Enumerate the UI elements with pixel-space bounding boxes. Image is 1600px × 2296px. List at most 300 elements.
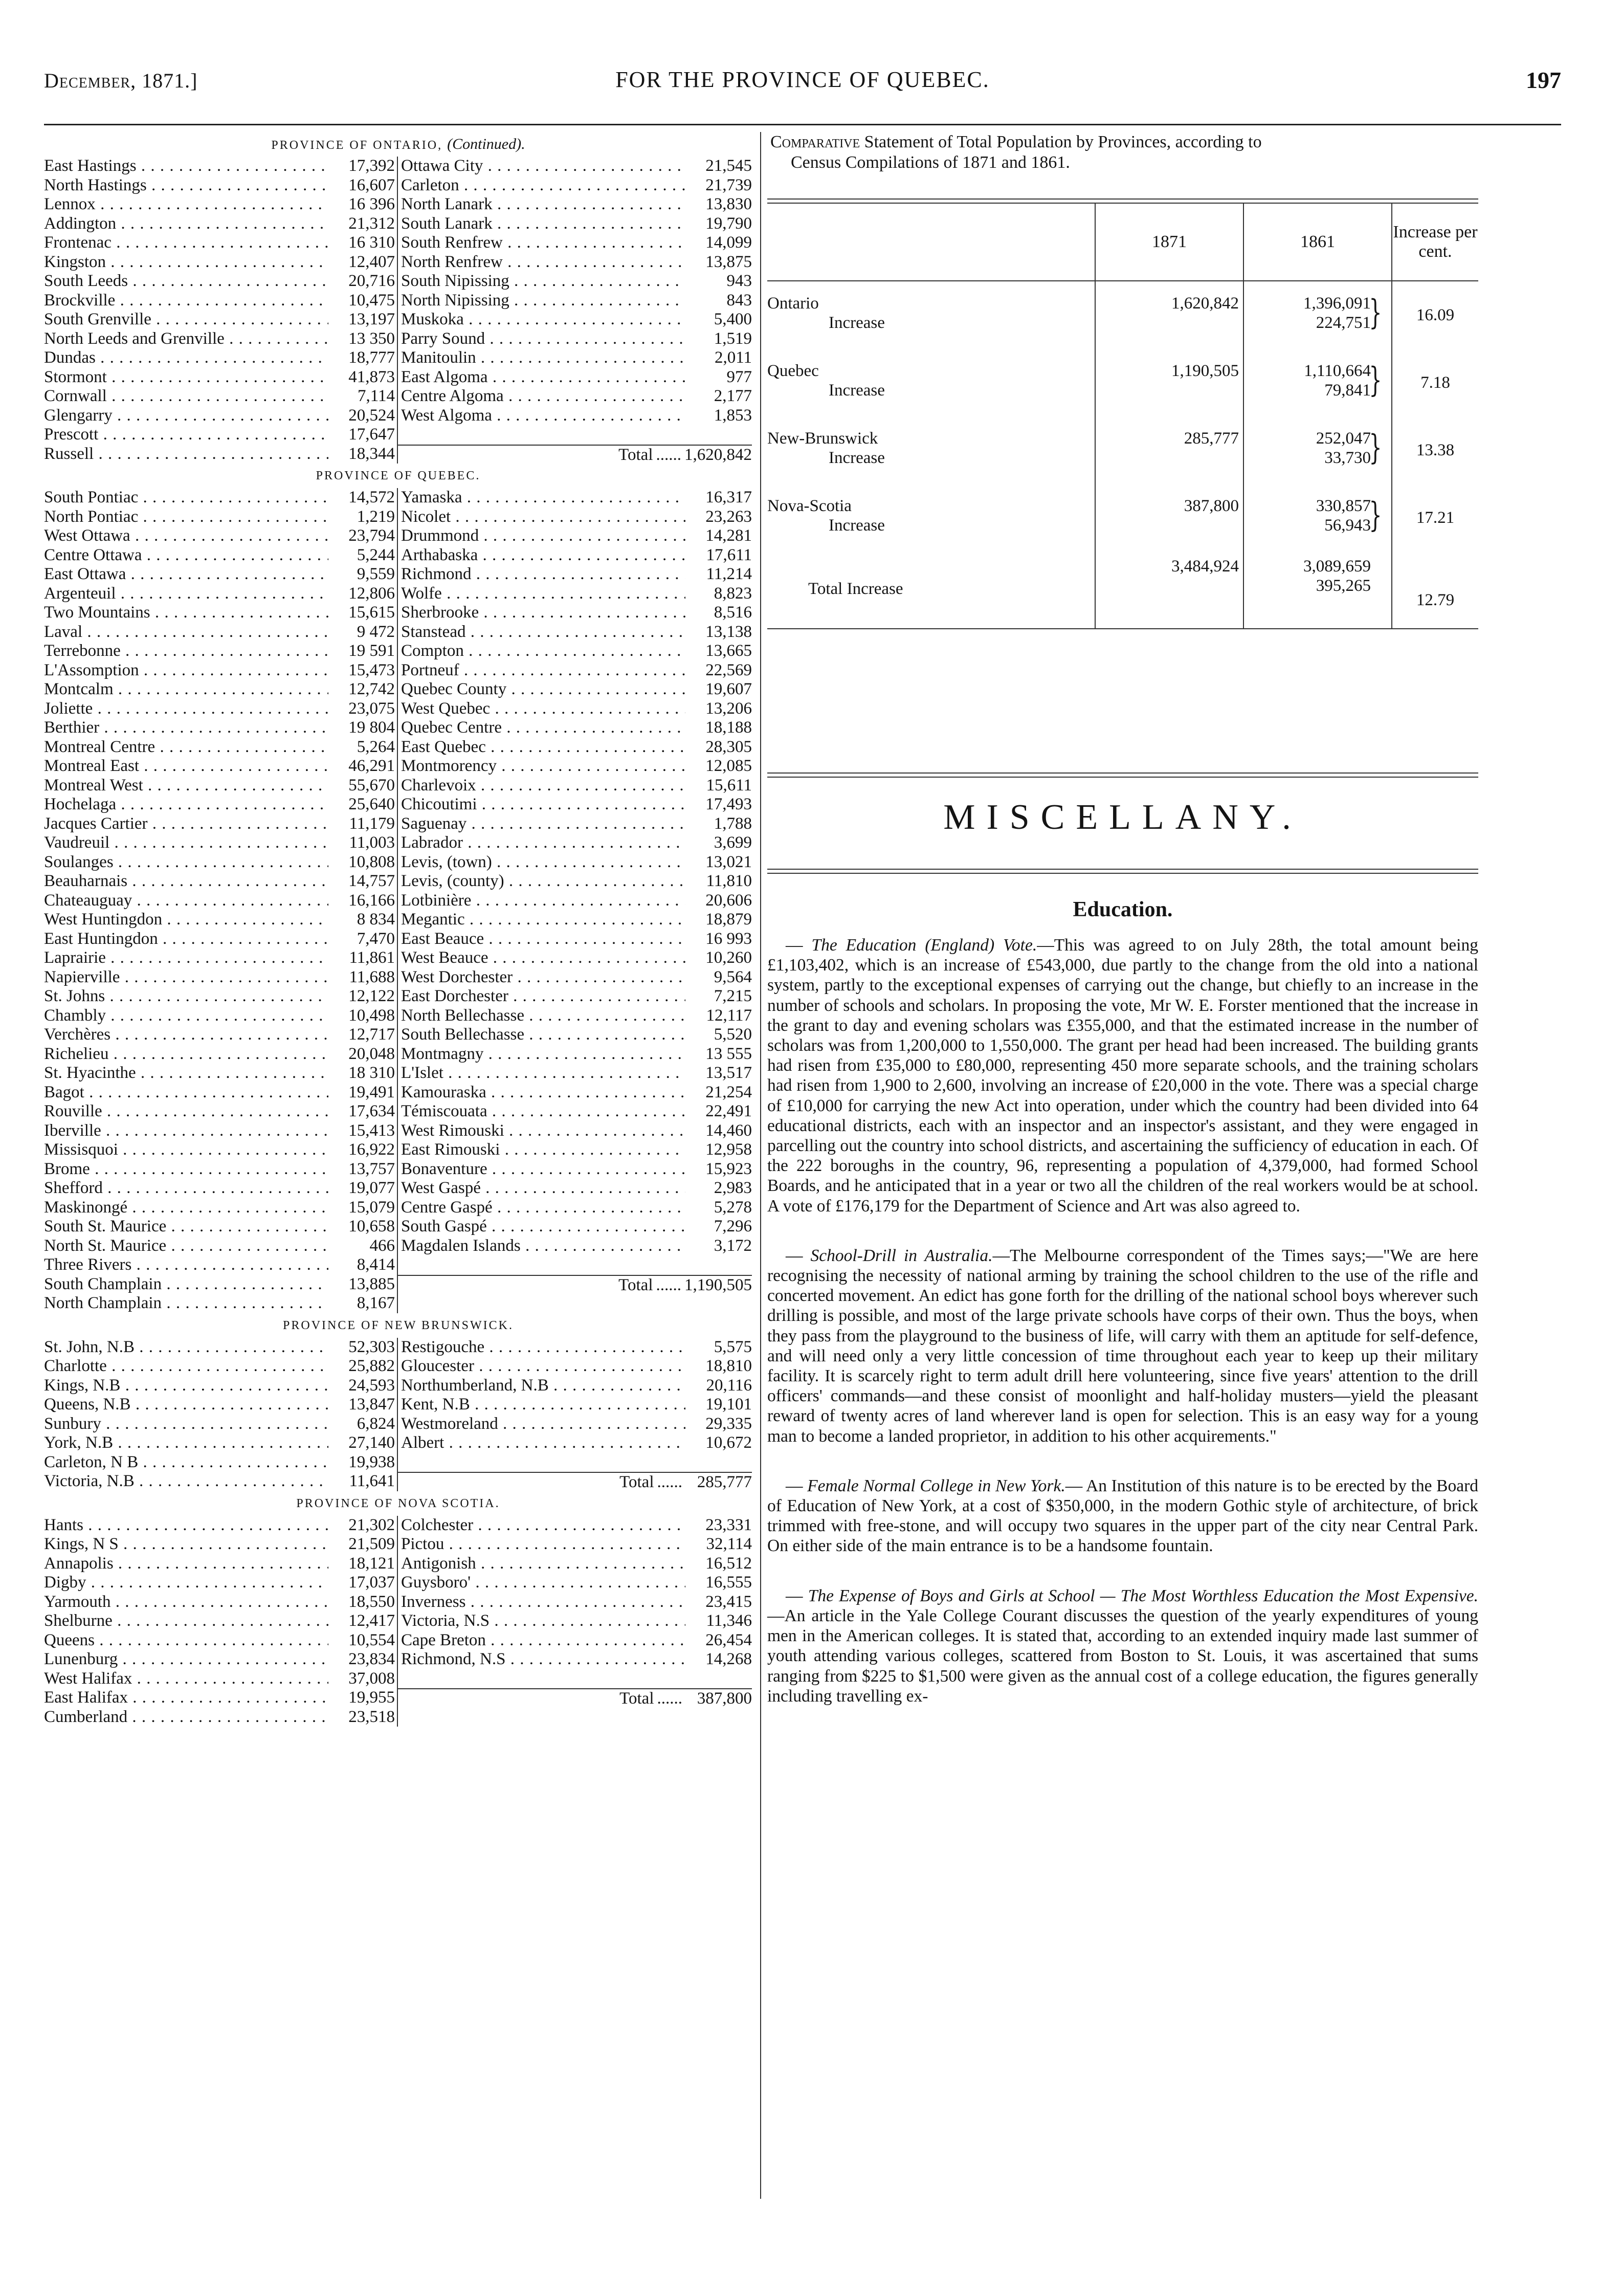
district-population: 16 310 — [348, 233, 395, 252]
district-population: 21,302 — [348, 1515, 395, 1534]
right-cell — [398, 1045, 752, 1064]
district-population: 13 350 — [348, 329, 395, 348]
table-row-total — [44, 1275, 752, 1294]
district-name: South Nipissing . . . — [401, 272, 685, 291]
left-cell — [44, 214, 398, 234]
table-row — [44, 795, 752, 814]
district-name: Addington . . . — [44, 214, 328, 234]
brace-icon: } — [1369, 428, 1382, 467]
increase-percent: 16.09 — [1391, 281, 1478, 349]
right-cell — [398, 176, 752, 195]
right-cell — [398, 1102, 752, 1121]
district-population: 5,400 — [714, 310, 752, 328]
left-cell — [44, 233, 398, 253]
district-name: St. Johns . . . — [44, 987, 328, 1006]
district-population: 21,509 — [348, 1535, 395, 1553]
table-row — [44, 1357, 752, 1376]
district-name: West Quebec . . . — [401, 699, 685, 719]
left-cell — [44, 1140, 398, 1160]
total-value: 1,620,842 — [684, 445, 752, 464]
population-1871: 1,620,842 — [1171, 294, 1239, 313]
district-population: 19 804 — [348, 718, 395, 737]
province-rows — [44, 157, 752, 463]
district-name: Gloucester . . . — [401, 1357, 685, 1376]
miscellany-title: MISCELLANY. — [943, 798, 1302, 837]
district-population: 5,264 — [357, 737, 395, 756]
district-name: Richmond, N.S . . . — [401, 1650, 685, 1669]
district-name: North Lanark . . . — [401, 195, 685, 214]
district-population: 18,550 — [348, 1592, 395, 1611]
right-cell — [398, 1121, 752, 1141]
left-cell — [44, 1631, 398, 1650]
district-population: 5,575 — [714, 1337, 752, 1356]
district-name: North Leeds and Grenville . . . — [44, 329, 328, 349]
total-1861: 3,089,659 — [1303, 557, 1371, 576]
district-population: 41,873 — [348, 367, 395, 386]
left-cell — [44, 1573, 398, 1593]
left-cell — [44, 1102, 398, 1121]
district-population: 7,114 — [357, 387, 395, 405]
district-name: Drummond . . . — [401, 526, 685, 546]
district-population: 8,516 — [714, 603, 752, 622]
table-row — [44, 1376, 752, 1396]
district-population: 3,172 — [714, 1236, 752, 1255]
articles — [767, 935, 1478, 1736]
district-population: 13,206 — [705, 699, 752, 718]
population-1871: 1,190,505 — [1171, 362, 1239, 380]
right-cell — [398, 329, 752, 349]
comparative-row — [767, 484, 1478, 551]
district-name: Missisquoi . . . — [44, 1140, 328, 1160]
left-cell — [44, 1415, 398, 1434]
left-cell — [44, 253, 398, 272]
right-cell — [398, 1631, 752, 1650]
district-population: 6,824 — [357, 1414, 395, 1433]
col-1871: 1871 — [1095, 204, 1243, 280]
right-cell — [398, 814, 752, 834]
header-rule — [44, 124, 1561, 125]
district-name: Maskinongé . . . — [44, 1198, 328, 1218]
district-name: Queens . . . — [44, 1631, 328, 1650]
left-cell — [44, 814, 398, 834]
left-cell — [44, 488, 398, 507]
district-population: 15,615 — [348, 603, 395, 622]
district-population: 52,303 — [348, 1337, 395, 1356]
district-name: South Pontiac . . . — [44, 488, 328, 507]
table-row — [44, 329, 752, 349]
left-cell — [44, 387, 398, 406]
table-row — [44, 1433, 752, 1453]
district-name: Centre Gaspé . . . — [401, 1198, 685, 1218]
district-name: Levis, (county) . . . — [401, 872, 685, 891]
district-population: 29,335 — [705, 1414, 752, 1433]
article-body: —The Melbourne correspondent of the Times says;—"We are here recognising the necessity of national arming by training the school children to the use of the rifle and concerted movement. An edict has gone forth for the drilling of the national school boys wherever such drilling is possible, and most of the large private schools have corps of their own. Thus the boys, when they pass from the playground to the business of life, will carry with them an aptitude for self-defence, and will need only a very little concession of time throughout each year to keep up their military facility. It is scarcely right to term adult drill here volunteering, since five years' attention to the drill officers' commands—and these consist of moonlight and half-holiday musters—yield the pleasant reward of twenty acres of land wherever land is open for selection. This is an easy way for a young man to become a landed proprietor, in addition to his other acquirements." — [767, 1246, 1478, 1446]
left-cell — [44, 329, 398, 349]
population-1861: 252,047 — [1316, 429, 1371, 448]
table-row — [44, 642, 752, 661]
district-name: Parry Sound . . . — [401, 329, 685, 349]
right-cell — [398, 853, 752, 872]
district-name: Laval . . . — [44, 623, 328, 642]
district-name: Shelburne . . . — [44, 1611, 328, 1631]
district-name: Saguenay . . . — [401, 814, 685, 834]
district-population: 11,214 — [706, 565, 752, 583]
district-name: Centre Ottawa . . . — [44, 546, 328, 565]
increase-percent: 13.38 — [1391, 416, 1478, 484]
district-name: Frontenac . . . — [44, 233, 328, 253]
district-population: 19,955 — [348, 1688, 395, 1707]
right-cell — [398, 757, 752, 776]
district-name: West Huntingdon . . . — [44, 910, 328, 930]
district-population: 16,317 — [705, 488, 752, 506]
right-cell — [398, 406, 752, 426]
district-population: 22,491 — [705, 1102, 752, 1120]
district-name: Chicoutimi . . . — [401, 795, 685, 814]
article-lead: The Expense of Boys and Girls at School — The Most Worthless Education the Most Expensive. — [808, 1586, 1479, 1605]
comparative-rows — [767, 281, 1478, 551]
left-cell — [44, 1554, 398, 1574]
province-title: PROVINCE OF QUEBEC. — [316, 469, 481, 482]
left-cell — [44, 891, 398, 911]
district-name: Levis, (town) . . . — [401, 853, 685, 872]
district-name: Cape Breton . . . — [401, 1631, 685, 1650]
district-population: 16,922 — [348, 1140, 395, 1159]
district-name: Prescott . . . — [44, 425, 328, 445]
district-population: 55,670 — [348, 776, 395, 794]
district-name: Joliette . . . — [44, 699, 328, 719]
district-population: 17,647 — [348, 425, 395, 444]
right-cell — [398, 1669, 752, 1689]
left-cell — [44, 291, 398, 311]
left-cell — [44, 195, 398, 214]
district-name: Shefford . . . — [44, 1179, 328, 1198]
left-cell — [44, 1650, 398, 1669]
district-name: Chambly . . . — [44, 1006, 328, 1026]
district-population: 21,739 — [705, 175, 752, 194]
left-cell — [44, 948, 398, 968]
district-name: Beauharnais . . . — [44, 872, 328, 891]
district-name: York, N.B . . . — [44, 1433, 328, 1453]
comparative-table — [767, 198, 1478, 629]
district-name: East Beauce . . . — [401, 930, 685, 949]
district-name: Montcalm . . . — [44, 680, 328, 699]
district-population: 12,742 — [348, 680, 395, 698]
district-population: 7,296 — [714, 1217, 752, 1235]
district-population: 19,790 — [705, 214, 752, 233]
district-population: 13,757 — [348, 1159, 395, 1178]
misc-rule-bottom-2 — [767, 873, 1478, 874]
right-cell — [398, 272, 752, 291]
table-row — [44, 1395, 752, 1415]
district-population: 11,688 — [349, 967, 395, 986]
left-cell — [44, 1376, 398, 1396]
district-name: East Ottawa . . . — [44, 565, 328, 584]
left-cell — [44, 623, 398, 642]
district-population: 10,475 — [348, 291, 395, 310]
district-population: 21,545 — [705, 157, 752, 175]
district-name: South Bellechasse . . . — [401, 1025, 685, 1045]
province-title: PROVINCE OF NOVA SCOTIA. — [296, 1496, 500, 1510]
left-cell — [44, 526, 398, 546]
district-population: 19,101 — [705, 1395, 752, 1414]
district-name: Muskoka . . . — [401, 310, 685, 329]
district-name: Dundas . . . — [44, 348, 328, 368]
left-cell — [44, 872, 398, 891]
left-cell — [44, 1688, 398, 1708]
right-cell — [398, 1376, 752, 1396]
right-cell — [398, 368, 752, 387]
table-row — [44, 661, 752, 680]
district-name: South Champlain . . . — [44, 1275, 328, 1294]
table-row — [44, 603, 752, 623]
right-cell — [398, 507, 752, 527]
table-row — [44, 157, 752, 176]
table-row — [44, 814, 752, 834]
page-header — [44, 59, 1561, 105]
district-name: Stanstead . . . — [401, 623, 685, 642]
district-name: East Algoma . . . — [401, 368, 685, 387]
district-name: Chateauguay . . . — [44, 891, 328, 911]
right-cell — [398, 1535, 752, 1554]
district-population: 9,564 — [714, 967, 752, 986]
table-row — [44, 584, 752, 604]
district-name: North Champlain . . . — [44, 1294, 328, 1313]
total-cell — [398, 1688, 752, 1708]
district-name: Richmond . . . — [401, 565, 685, 584]
left-cell — [44, 968, 398, 987]
district-population: 18,777 — [348, 348, 395, 367]
district-name: Carleton . . . — [401, 176, 685, 195]
district-population: 21,312 — [348, 214, 395, 233]
right-column — [767, 132, 1561, 1706]
left-cell — [44, 1045, 398, 1064]
district-name: East Quebec . . . — [401, 738, 685, 757]
left-cell — [44, 699, 398, 719]
article-paragraph: — School-Drill in Australia.—The Melbourne correspondent of the Times says;—"We are here recognising the necessity of national arming by training the school children to the use of the rifle and concerted movement. An edict has gone forth for the drilling of the national school boys wherever such drilling is possible, and most of the large private schools have corps of their own. Thus the boys, when they pass from the playground to the business of life, will carry with them an aptitude for self-defence, and will need only a very little concession of time throughout each year to keep up their military facility. It is scarcely right to term adult drill here volunteering, since five years' attention to the drill officers' commands—and these consist of moonlight and half-holiday musters—yield the pleasant reward of twenty acres of land wherever land is open for selection. This is an easy way for a young man to become a landed proprietor, in addition to his other acquirements." — [767, 1246, 1478, 1446]
left-cell — [44, 584, 398, 604]
district-population: 13,830 — [705, 195, 752, 213]
misc-rule-top — [767, 772, 1478, 774]
table-row — [44, 1006, 752, 1026]
right-cell — [398, 1006, 752, 1026]
table-row — [44, 488, 752, 507]
left-cell — [44, 833, 398, 853]
table-row — [44, 387, 752, 406]
district-population: 11,861 — [349, 948, 395, 967]
district-name: Jacques Cartier . . . — [44, 814, 328, 834]
district-name: Labrador . . . — [401, 833, 685, 853]
district-population: 12,417 — [348, 1611, 395, 1630]
table-row — [44, 425, 752, 445]
right-cell — [398, 584, 752, 604]
left-cell — [44, 1472, 398, 1491]
district-population: 26,454 — [705, 1630, 752, 1649]
district-population: 2,177 — [714, 387, 752, 405]
right-cell — [398, 233, 752, 253]
district-population: 9,559 — [357, 565, 395, 583]
brace-icon: } — [1369, 293, 1382, 332]
district-name: West Ottawa . . . — [44, 526, 328, 546]
district-name: Wolfe . . . — [401, 584, 685, 604]
district-name: Témiscouata . . . — [401, 1102, 685, 1121]
right-cell — [398, 1357, 752, 1376]
column-divider — [760, 132, 761, 2199]
district-population: 16 993 — [705, 929, 752, 948]
district-population: 1,519 — [714, 329, 752, 348]
district-name: Manitoulin . . . — [401, 348, 685, 368]
province-ontario — [44, 132, 752, 463]
district-population: 15,413 — [348, 1121, 395, 1140]
district-name: North Pontiac . . . — [44, 507, 328, 527]
left-cell — [44, 546, 398, 565]
table-row — [44, 1708, 752, 1727]
district-name: Albert . . . — [401, 1433, 685, 1453]
district-name: Cornwall . . . — [44, 387, 328, 406]
table-row — [44, 176, 752, 195]
table-row — [44, 1593, 752, 1612]
increase-value: 33,730 — [1324, 449, 1371, 467]
article-paragraph: — The Education (England) Vote.—This was agreed to on July 28th, the total amount being £1,103,402, which is an increase of £543,000, due partly to the change from the old into a national system, partly to the exceptional expenses of carrying out the change, but chiefly to an increase in the number of schools and scholars. In proposing the vote, Mr W. E. Forster mentioned that the increase in the grant to day and evening scholars was £355,000, and that the estimated increase in the number of scholars was from 1,200,000 to 1,550,000. The grant per head had been increased. The building grants had risen from £35,000 to £80,000, representing 450 more separate schools, and the training scholars had risen from 1,900 to 2,600, involving an increase of £20,000 in the vote. There was a special charge of £10,000 for carrying the new Act into operation, under which the country had been divided into 64 educational districts, each with an inspector and an inspector's assistant, and they were engaged in parcelling out the country into school districts, and ascertaining the sufficiency of education in each. Of the 222 boroughs in the country, 96, representing a population of 4,379,000, had formed School Boards, and he anticipated that in a year or two all the children of the real workers would be at school. A vote of £176,179 for the Department of Science and Art was also agreed to. — [767, 936, 1478, 1216]
left-cell — [44, 1395, 398, 1415]
left-cell — [44, 1669, 398, 1689]
right-cell — [398, 546, 752, 565]
district-name: Two Mountains . . . — [44, 603, 328, 623]
district-name: Kings, N S . . . — [44, 1535, 328, 1554]
district-name: Inverness . . . — [401, 1593, 685, 1612]
district-population: 19,607 — [705, 680, 752, 698]
col-1861: 1861 — [1243, 204, 1391, 280]
population-1861: 1,396,091 — [1303, 294, 1371, 313]
district-name: East Halifax . . . — [44, 1688, 328, 1708]
district-population: 32,114 — [706, 1535, 752, 1553]
right-cell — [398, 1140, 752, 1160]
left-cell — [44, 1516, 398, 1535]
total-label: Total — [618, 1275, 653, 1294]
district-name: Verchères . . . — [44, 1025, 328, 1045]
district-name: Charlotte . . . — [44, 1357, 328, 1376]
right-cell — [398, 872, 752, 891]
district-name: North Bellechasse . . . — [401, 1006, 685, 1026]
right-cell — [398, 776, 752, 796]
table-row — [44, 1631, 752, 1650]
comparative-title: Comparative Statement of Total Population by Provinces, according to Census Compilations of 1871 and 1861. — [770, 133, 1262, 172]
district-name: Centre Algoma . . . — [401, 387, 685, 406]
total-pct: 12.79 — [1391, 551, 1478, 628]
right-cell — [398, 1160, 752, 1179]
district-population: 8,414 — [357, 1255, 395, 1274]
district-population: 8 834 — [357, 910, 395, 929]
table-row — [44, 776, 752, 796]
left-cell — [44, 272, 398, 291]
district-name: Victoria, N.B . . . — [44, 1472, 328, 1491]
table-row — [44, 1121, 752, 1141]
district-name: West Beauce . . . — [401, 948, 685, 968]
right-cell — [398, 291, 752, 311]
total-cell — [398, 1275, 752, 1294]
district-name: East Hastings . . . — [44, 157, 328, 176]
total-value: 285,777 — [697, 1473, 752, 1491]
district-population: 8,167 — [357, 1294, 395, 1312]
district-name: Sherbrooke . . . — [401, 603, 685, 623]
district-name: Compton . . . — [401, 642, 685, 661]
district-population: 15,611 — [706, 776, 752, 794]
left-cell — [44, 642, 398, 661]
district-name: Westmoreland . . . — [401, 1415, 685, 1434]
right-cell — [398, 1453, 752, 1472]
table-row — [44, 1217, 752, 1237]
comparative-row — [767, 416, 1478, 484]
district-name: Brockville . . . — [44, 291, 328, 311]
header-date: December, 1871.] — [44, 69, 198, 92]
district-name: Montmagny . . . — [401, 1045, 685, 1064]
district-population: 19,491 — [348, 1083, 395, 1101]
district-population: 11,003 — [349, 833, 395, 852]
left-cell — [44, 680, 398, 699]
province-rows — [44, 488, 752, 1313]
province-name: Quebec — [767, 362, 819, 380]
district-population: 19,938 — [348, 1452, 395, 1471]
district-name: Pictou . . . — [401, 1535, 685, 1554]
district-population: 19 591 — [348, 642, 395, 660]
district-name: Bonaventure . . . — [401, 1160, 685, 1179]
left-cell — [44, 1025, 398, 1045]
right-cell — [398, 642, 752, 661]
province-title: PROVINCE OF ONTARIO, (Continued). — [271, 136, 525, 152]
left-cell — [44, 1294, 398, 1313]
district-population: 15,473 — [348, 660, 395, 679]
total-label: Total — [619, 1473, 654, 1491]
district-population: 18,121 — [348, 1554, 395, 1573]
province-new-brunswick — [44, 1313, 752, 1491]
right-cell — [398, 1338, 752, 1357]
table-row — [44, 348, 752, 368]
comparative-row — [767, 349, 1478, 416]
article-body: —This was agreed to on July 28th, the total amount being £1,103,402, which is an increase of £543,000, due partly to the change from the old into a national system, partly to the exceptional expenses of carrying out the change, but chiefly to an increase in the number of schools and scholars. In proposing the vote, Mr W. E. Forster mentioned that the increase in the grant to day and evening scholars was £355,000, and that the estimated increase in the number of scholars was from 1,200,000 to 1,550,000. The grant per head had been increased. The building grants had risen from £35,000 to £80,000, representing 450 more separate schools, and the training scholars had risen from 1,900 to 2,600, involving an increase of £20,000 in the vote. There was a special charge of £10,000 for carrying the new Act into operation, under which the country had been divided into 64 educational districts, each with an inspector and an inspector's assistant, and they were engaged in parcelling out the country into school districts, and ascertaining the sufficiency of education in each. Of the 222 boroughs in the country, 96, representing a population of 4,379,000, had formed School Boards, and he anticipated that in a year or two all the children of the real workers would be at school. A vote of £176,179 for the Department of Science and Art was also agreed to. — [767, 936, 1478, 1216]
article-lead: School-Drill in Australia. — [810, 1246, 993, 1265]
right-cell — [398, 1179, 752, 1198]
population-1861: 1,110,664 — [1304, 362, 1371, 380]
increase-label: Increase — [829, 381, 885, 400]
table-row — [44, 1160, 752, 1179]
right-cell — [398, 833, 752, 853]
district-population: 1,853 — [714, 406, 752, 425]
right-cell — [398, 603, 752, 623]
district-population: 11,810 — [706, 872, 752, 890]
district-population: 13,197 — [348, 310, 395, 328]
district-name: South Grenville . . . — [44, 310, 328, 329]
article-lead: The Education (England) Vote. — [811, 936, 1037, 955]
census-tables — [44, 132, 752, 2255]
district-name: Kent, N.B . . . — [401, 1395, 685, 1415]
left-cell — [44, 1255, 398, 1275]
district-population: 943 — [726, 272, 752, 290]
right-cell — [398, 195, 752, 214]
right-cell — [398, 661, 752, 680]
table-row — [44, 1453, 752, 1472]
total-value: 1,190,505 — [684, 1275, 752, 1294]
right-cell — [398, 157, 752, 176]
district-name: Yarmouth . . . — [44, 1593, 328, 1612]
left-cell — [44, 368, 398, 387]
right-cell — [398, 1593, 752, 1612]
left-cell — [44, 1593, 398, 1612]
district-population: 16,166 — [348, 891, 395, 910]
brace-icon: } — [1369, 360, 1382, 400]
district-population: 13,138 — [705, 622, 752, 641]
right-cell — [398, 1255, 752, 1275]
district-population: 16,512 — [705, 1554, 752, 1573]
table-row — [44, 968, 752, 987]
